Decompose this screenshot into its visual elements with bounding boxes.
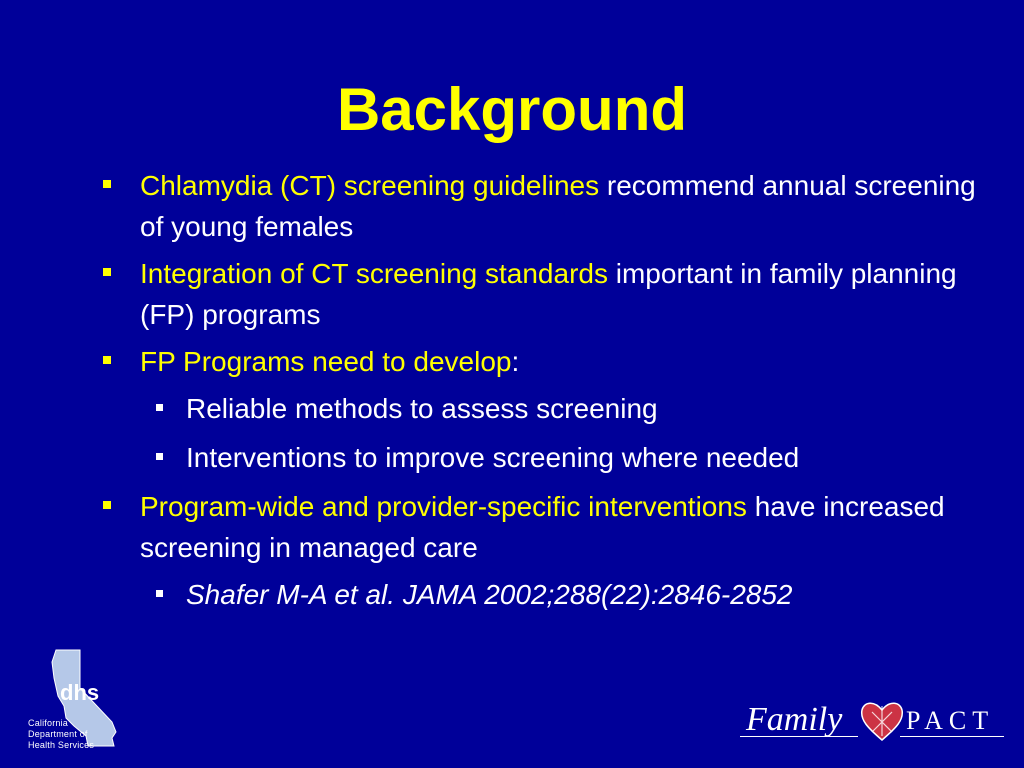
bullet-text: recommend annual screening of young females — [140, 170, 976, 242]
bullet-item — [100, 253, 980, 335]
dhs-caption-line: California — [28, 718, 69, 728]
square-bullet-icon — [156, 590, 163, 597]
square-bullet-icon — [156, 453, 163, 460]
bullet-item — [100, 341, 980, 382]
bullet-text: have increased screening in managed care — [140, 491, 945, 563]
bullet-text: important in family planning (FP) programs — [140, 258, 957, 330]
bullet-item — [100, 165, 980, 247]
dhs-caption — [28, 718, 94, 751]
family-pact-family-text: Family — [746, 701, 843, 738]
bullet-highlight: FP Programs need to develop — [140, 346, 512, 377]
bullet-highlight: Integration of CT screening standards — [140, 258, 608, 289]
square-bullet-icon — [103, 501, 111, 509]
bullet-text: : — [511, 346, 520, 377]
family-pact-pact-text: PACT — [906, 706, 995, 735]
bullet-item — [100, 486, 980, 568]
slide-title: Background — [336, 76, 688, 143]
sub-bullet-item — [100, 574, 980, 615]
citation-text: Shafer M-A et al. JAMA 2002;288(22):2846-2852 — [186, 579, 793, 610]
sub-bullet-text: Reliable methods to assess screening — [186, 393, 658, 424]
bullet-highlight: Program-wide and provider-specific interventions — [140, 491, 747, 522]
square-bullet-icon — [103, 180, 111, 188]
logo-rule — [900, 736, 1004, 737]
dhs-caption-line: Health Services — [28, 740, 95, 750]
dhs-logo — [24, 648, 144, 764]
heart-icon — [858, 698, 906, 744]
dhs-mark-text: dhs — [60, 680, 100, 705]
square-bullet-icon — [156, 404, 163, 411]
square-bullet-icon — [103, 268, 111, 276]
sub-bullet-item — [100, 388, 980, 429]
dhs-caption-line: Department of — [28, 729, 88, 739]
bullet-highlight: Chlamydia (CT) screening guidelines — [140, 170, 600, 201]
sub-bullet-item — [100, 437, 980, 478]
sub-bullet-text: Interventions to improve screening where needed — [186, 442, 800, 473]
bullet-list — [100, 165, 980, 623]
square-bullet-icon — [103, 356, 111, 364]
family-pact-logo — [740, 696, 1008, 748]
